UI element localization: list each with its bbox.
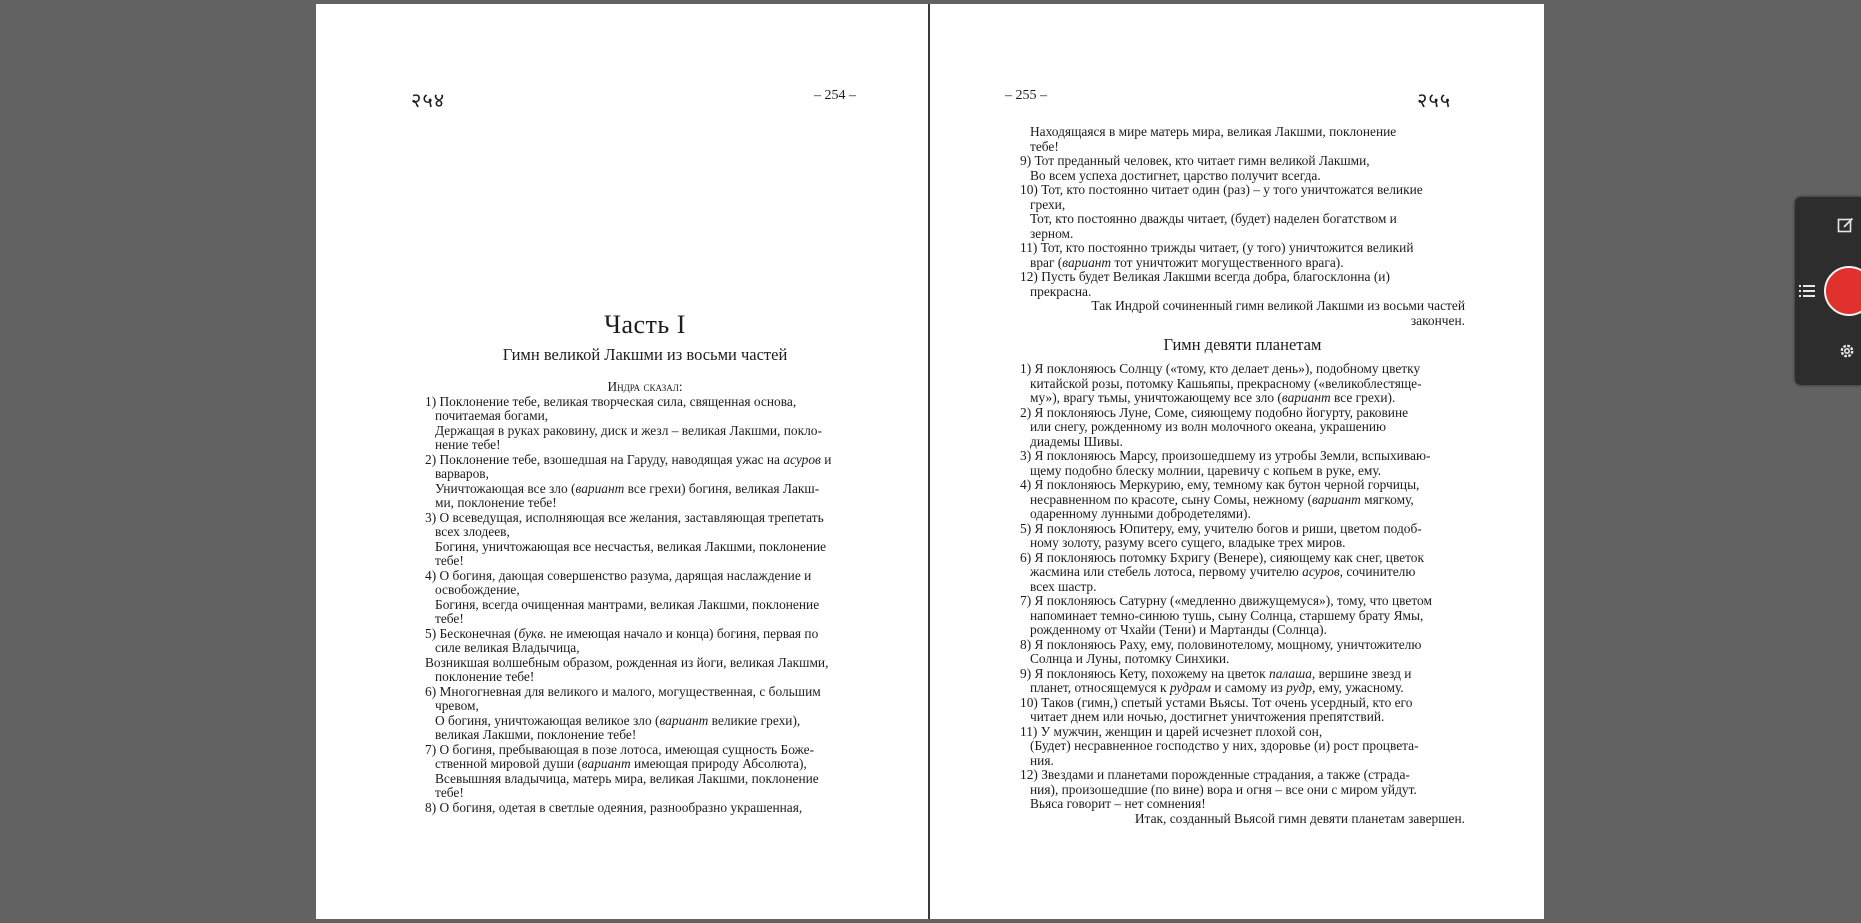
italic-term: рудр	[1286, 680, 1313, 695]
text-run: , ему, ужасному.	[1312, 680, 1404, 695]
verse-line: Во всем успеха достигнет, царство получит всегда.	[1030, 167, 1321, 183]
text-run: , вершине звезд и	[1311, 665, 1412, 681]
verse-line: 5) Я поклоняюсь Юпитеру, ему, учителю богов и риши, цветом подоб-	[1020, 520, 1422, 536]
text-run: му»), врагу тьмы, уничтожающему все зло (	[1030, 390, 1282, 405]
verse-line: 10) Тот, кто постоянно читает один (раз) – у того уничтожатся великие	[1020, 182, 1423, 197]
italic-term: вариант	[581, 756, 631, 771]
verse-line: 4) О богиня, дающая совершенство разума, дарящая наслаждение и	[425, 567, 812, 583]
verse-line: 8) О богиня, одетая в светлые одеяния, разнообразно украшенная,	[425, 799, 803, 815]
verse-line: рожденному от Чхайи (Тени) и Мартанды (Солнца).	[1030, 622, 1327, 637]
verse-line: Находящаяся в мире матерь мира, великая Лакшми, поклонение	[1030, 124, 1397, 139]
verse-line: 11) Тот, кто постоянно трижды читает, (у того) уничтожится великий	[1020, 240, 1414, 255]
verse-line: великая Лакшми, поклонение тебе!	[435, 727, 637, 742]
italic-term: асуров	[1302, 564, 1340, 579]
verse-line: Вьяса говорит – нет сомнения!	[1030, 796, 1206, 811]
hymn-title: Гимн великой Лакшми из восьми частей	[502, 345, 788, 364]
italic-term: вариант	[1062, 254, 1112, 270]
verse-line: тебе!	[1030, 138, 1059, 154]
text-run: , сочинителю	[1339, 564, 1416, 579]
text-run: мягкому,	[1360, 491, 1414, 507]
verse-line: китайской розы, потомку Кашьяпы, прекрасному («великоблестяще-	[1030, 375, 1422, 391]
italic-term: вариант	[575, 480, 625, 496]
list-icon-glyph	[1799, 284, 1815, 298]
verse-line: прекрасна.	[1030, 283, 1092, 299]
edit-icon-glyph	[1837, 216, 1855, 234]
verse-line: всех шастр.	[1030, 578, 1097, 594]
text-run: ственной мировой души (	[435, 756, 582, 771]
verse-line: чревом,	[435, 698, 479, 713]
text-run: несравненном по красоте, сыну Сомы, нежному (	[1030, 491, 1312, 507]
verse-line: силе великая Владычица,	[435, 640, 580, 655]
verse-line: 2) Я поклоняюсь Луне, Соме, сияющему подобно йогурту, раковине	[1020, 404, 1409, 420]
text-run: жасмина или стебель лотоса, первому учителю	[1030, 564, 1303, 579]
verse-line	[1020, 391, 1465, 406]
verse-line: 8) Я поклоняюсь Раху, ему, половинотелому, мощному, уничтожителю	[1020, 636, 1422, 652]
right-page-content	[1020, 125, 1465, 826]
verse-line: напоминает темно-синюю тушь, сыну Солнца, старшему брату Ямы,	[1030, 607, 1424, 623]
italic-term: вариант	[1312, 491, 1361, 507]
text-run: все грехи) богиня, великая Лакш-	[624, 480, 820, 496]
verse-line: читает днем или ночью, достигнет уничтожения препятствий.	[1030, 709, 1385, 724]
verse-line: грехи,	[1030, 196, 1066, 212]
verse-line	[425, 757, 865, 772]
verse-line: ния), произошедшие (по вине) вора и огня – все они с миром уйдут.	[1030, 781, 1417, 797]
verse-line: Держащая в руках раковину, диск и жезл – великая Лакшми, покло-	[435, 422, 822, 438]
verse-line: поклонение тебе!	[435, 669, 535, 684]
verse-line: 11) У мужчин, женщин и царей исчезнет плохой сон,	[1020, 723, 1323, 739]
verse-line: диадемы Шивы.	[1030, 433, 1123, 449]
verse-line: тебе!	[435, 553, 464, 568]
text-run: планет, относящемуся к	[1030, 680, 1170, 695]
verse-line: 12) Звездами и планетами порожденные страдания, а также (страда-	[1020, 767, 1410, 782]
verse-line: 1) Я поклоняюсь Солнцу («тому, кто делает день»), подобному цветку	[1020, 361, 1421, 376]
text-run: великие грехи),	[708, 712, 801, 728]
verse-line: 7) Я поклоняюсь Сатурну («медленно движущемуся»), тому, что цветом	[1020, 593, 1432, 608]
verse-line	[1020, 681, 1465, 696]
verse-line: 1) Поклонение тебе, великая творческая сила, священная основа,	[425, 393, 797, 409]
verse-line: Всевышняя владычица, матерь мира, великая Лакшми, поклонение	[435, 770, 819, 786]
text-run: и	[820, 451, 832, 467]
verse-line: тебе!	[435, 785, 464, 800]
italic-term: вариант	[1281, 390, 1331, 405]
text-run: не имеющая начало и конца) богиня, первая по	[546, 625, 819, 641]
page-number: – 255 –	[1005, 88, 1047, 103]
verse-line: Солнца и Луны, потомку Синхики.	[1030, 651, 1230, 666]
verse-line: или снегу, рожденному из волн молочного океана, украшению	[1030, 419, 1387, 434]
verse-line: ми, поклонение тебе!	[435, 495, 557, 510]
verse-line: почитаемая богами,	[435, 408, 549, 423]
text-run: 9) Я поклоняюсь Кету, похожему на цветок	[1020, 665, 1269, 681]
verse-line: Богиня, всегда очищенная мантрами, великая Лакшми, поклонение	[435, 596, 820, 612]
text-run: О богиня, уничтожающая великое зло (	[435, 712, 660, 728]
verse-line: Тот, кто постоянно дважды читает, (будет) наделен богатством и	[1030, 211, 1397, 226]
verse-line: 3) О всеведущая, исполняющая все желания, заставляющая трепетать	[425, 509, 824, 525]
edit-icon[interactable]	[1834, 213, 1858, 237]
verse-line	[425, 453, 865, 468]
verse-line: нение тебе!	[435, 437, 501, 452]
page-number: – 254 –	[814, 88, 856, 103]
verse-line: зерном.	[1030, 225, 1074, 241]
verse-line	[425, 714, 865, 729]
verse-line: 7) О богиня, пребывающая в позе лотоса, имеющая сущность Боже-	[425, 741, 815, 757]
verse-line: варваров,	[435, 466, 489, 481]
text-run: 5) Бесконечная (	[425, 625, 519, 641]
verse-line: 4) Я поклоняюсь Меркурию, ему, темному как бутон черной горчицы,	[1020, 477, 1420, 492]
text-run: Уничтожающая все зло (	[435, 480, 576, 496]
page-number-devanagari: २५५	[1417, 90, 1452, 112]
verse-line	[1020, 256, 1465, 271]
text-run: имеющая природу Абсолюта),	[630, 756, 807, 771]
verse-line: тебе!	[435, 611, 464, 626]
left-page-content	[425, 310, 865, 815]
colophon-line: закончен.	[1410, 312, 1465, 328]
verse-line: одаренному лунными добродетелями).	[1030, 506, 1251, 521]
verse-line: освобождение,	[435, 582, 520, 597]
floating-toolbar	[1795, 197, 1861, 385]
verse-line: 6) Многогневная для великого и малого, могущественная, с большим	[425, 683, 821, 699]
verse-line: ния.	[1030, 752, 1054, 768]
verse-line: 3) Я поклоняюсь Марсу, произошедшему из утробы Земли, вспыхиваю-	[1020, 448, 1431, 463]
text-run: враг (	[1030, 254, 1063, 270]
gear-icon[interactable]	[1836, 340, 1858, 362]
right-page	[930, 4, 1544, 919]
verse-line	[425, 627, 865, 642]
verse-line: 6) Я поклоняюсь потомку Бхригу (Венере), сияющему как снег, цветок	[1020, 549, 1425, 565]
verse-line	[1020, 565, 1465, 580]
text-run: и самому из	[1210, 680, 1287, 695]
record-button[interactable]	[1824, 266, 1861, 316]
colophon-line: Так Индрой сочиненный гимн великой Лакшми из восьми частей	[1091, 298, 1465, 313]
verse-line: 10) Таков (гимн,) спетый устами Вьясы. Тот очень усердный, кто его	[1020, 694, 1413, 710]
verse-line: ному золоту, разуму всего сущего, владыке трех миров.	[1030, 535, 1346, 550]
italic-term: букв.	[518, 625, 547, 641]
verse-line: 12) Пусть будет Великая Лакшми всегда добра, благосклонна (и)	[1020, 269, 1390, 284]
verse-line	[1020, 667, 1465, 682]
speaker-label: Индра сказал:	[607, 379, 683, 394]
part-title: Часть I	[604, 310, 686, 339]
verse-line: Возникшая волшебным образом, рожденная из йоги, великая Лакшми,	[425, 654, 829, 670]
list-icon[interactable]	[1797, 281, 1817, 301]
verse-line	[425, 482, 865, 497]
text-run: тот уничтожит могущественного врага).	[1111, 254, 1344, 270]
italic-term: асуров	[783, 451, 821, 467]
gear-icon-glyph	[1838, 342, 1856, 360]
italic-term: рудрам	[1169, 680, 1211, 695]
verse-line: щему подобно блеску молнии, царевичу с копьем в руке, ему.	[1030, 462, 1382, 478]
verse-line: (Будет) несравненное господство у них, здоровье (и) рост процвета-	[1030, 738, 1419, 753]
text-run: все грехи).	[1330, 390, 1396, 405]
verse-line: Богиня, уничтожающая все несчастья, великая Лакшми, поклонение	[435, 538, 827, 554]
colophon-line: Итак, созданный Вьясой гимн девяти планетам завершен.	[1134, 810, 1465, 826]
left-page	[316, 4, 928, 919]
italic-term: палаша	[1269, 665, 1312, 681]
hymn-title: Гимн девяти планетам	[1163, 335, 1322, 354]
verse-line: всех злодеев,	[435, 524, 510, 539]
italic-term: вариант	[659, 712, 709, 728]
verse-line	[1020, 493, 1465, 508]
verse-line: 9) Тот преданный человек, кто читает гимн великой Лакшми,	[1020, 153, 1370, 168]
page-number-devanagari: २५४	[411, 90, 446, 112]
text-run: 2) Поклонение тебе, взошедшая на Гаруду, наводящая ужас на	[425, 451, 784, 467]
